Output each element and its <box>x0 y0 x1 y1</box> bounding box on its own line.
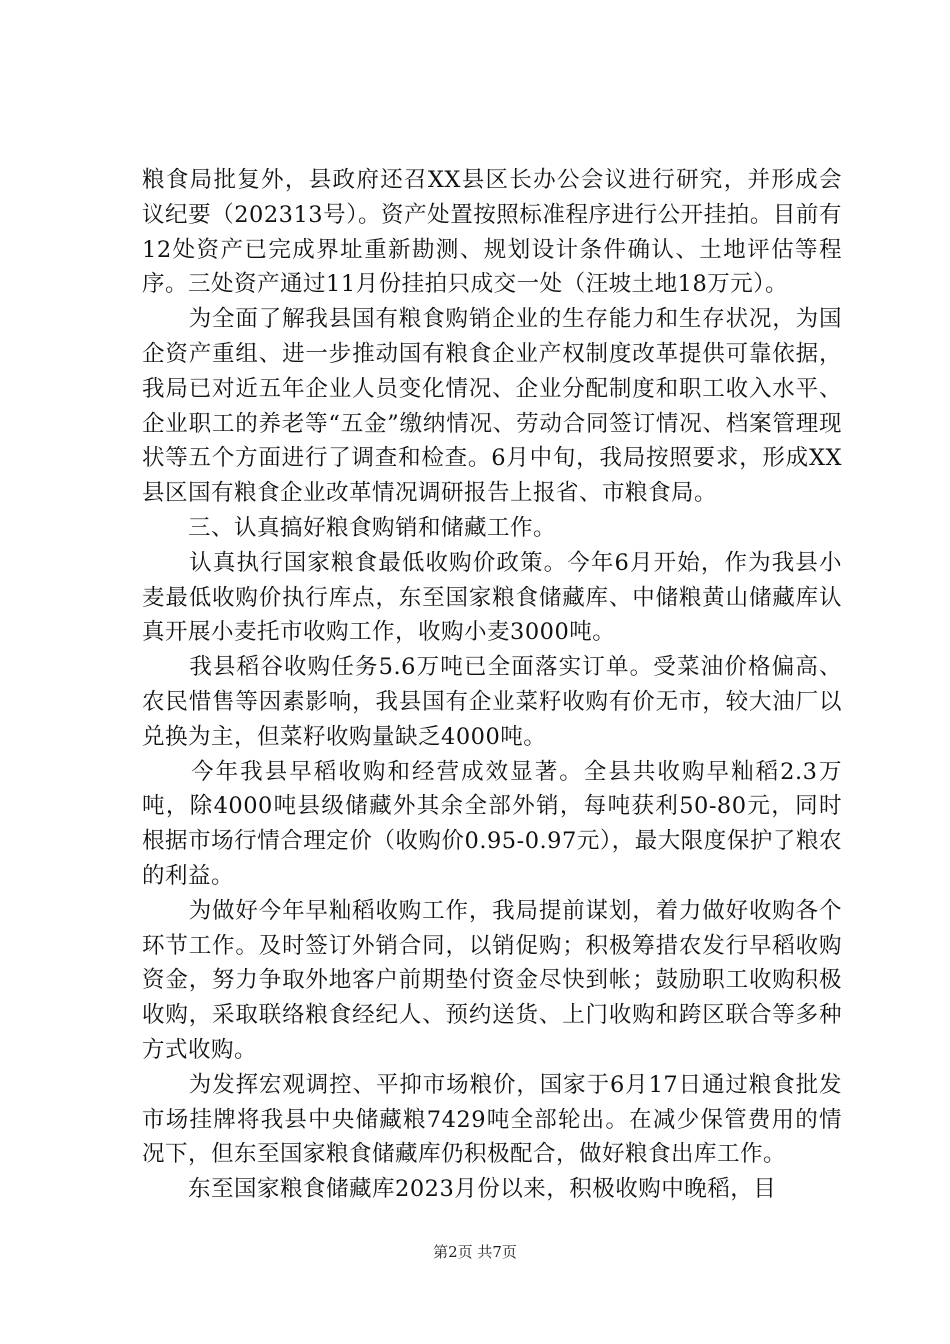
paragraph-minimum-purchase-price: 认真执行国家粮食最低收购价政策。今年6月开始，作为我县小麦最低收购价执行库点，东至国家粮食储藏库、中储粮黄山储藏库认真开展小麦托市收购工作，收购小麦3000吨。 <box>142 549 842 646</box>
page-number-footer: 第2页 共7页 <box>433 1243 517 1261</box>
paragraph-enterprise-survey: 为全面了解我县国有粮食购销企业的生存能力和生存状况，为国企资产重组、进一步推动国有粮食企业产权制度改革提供可靠依据，我局已对近五年企业人员变化情况、企业分配制度和职工收入水平、企业职工的养老等“五金”缴纳情况、劳动合同签订情况、档案管理现状等五个方面进行了调查和检查。6月中旬，我局按照要求，形成XX县区国有粮食企业改革情况调研报告上报省、市粮食局。 <box>142 306 842 507</box>
paragraph-asset-disposal: 粮食局批复外，县政府还召XX县区长办公会议进行研究，并形成会议纪要（202313号）。资产处置按照标准程序进行公开挂拍。目前有12处资产已完成界址重新勘测、规划设计条件确认、土地评估等程序。三处资产通过11月份挂拍只成交一处（汪坡土地18万元）。 <box>142 167 842 298</box>
document-body <box>142 163 842 1207</box>
paragraph-early-rice-measures: 为做好今年早籼稻收购工作，我局提前谋划，着力做好收购各个环节工作。及时签订外销合同，以销促购；积极筹措农发行早稻收购资金，努力争取外地客户前期垫付资金尽快到帐；鼓励职工收购积极收购，采取联络粮食经纪人、预约送货、上门收购和跨区联合等多种方式收购。 <box>142 897 842 1063</box>
section-heading-grain-purchase-storage: 三、认真搞好粮食购销和储藏工作。 <box>142 514 557 541</box>
paragraph-early-rice-results: 今年我县早稻收购和经营成效显著。全县共收购早籼稻2.3万吨，除4000吨县级储藏外其余全部外销，每吨获利50-80元，同时根据市场行情合理定价（收购价0.95-0.97元），最大限度保护了粮农的利益。 <box>142 758 842 889</box>
paragraph-late-rice-purchase: 东至国家粮食储藏库2023月份以来，积极收购中晚稻，目 <box>142 1176 777 1203</box>
paragraph-central-reserve-rotation: 为发挥宏观调控、平抑市场粮价，国家于6月17日通过粮食批发市场挂牌将我县中央储藏粮7429吨全部轮出。在减少保管费用的情况下，但东至国家粮食储藏库仍积极配合，做好粮食出库工作。 <box>142 1071 842 1168</box>
paragraph-rice-purchase-task: 我县稻谷收购任务5.6万吨已全面落实订单。受菜油价格偏高、农民惜售等因素影响，我县国有企业菜籽收购有价无市，较大油厂以兑换为主，但菜籽收购量缺乏4000吨。 <box>142 654 842 750</box>
